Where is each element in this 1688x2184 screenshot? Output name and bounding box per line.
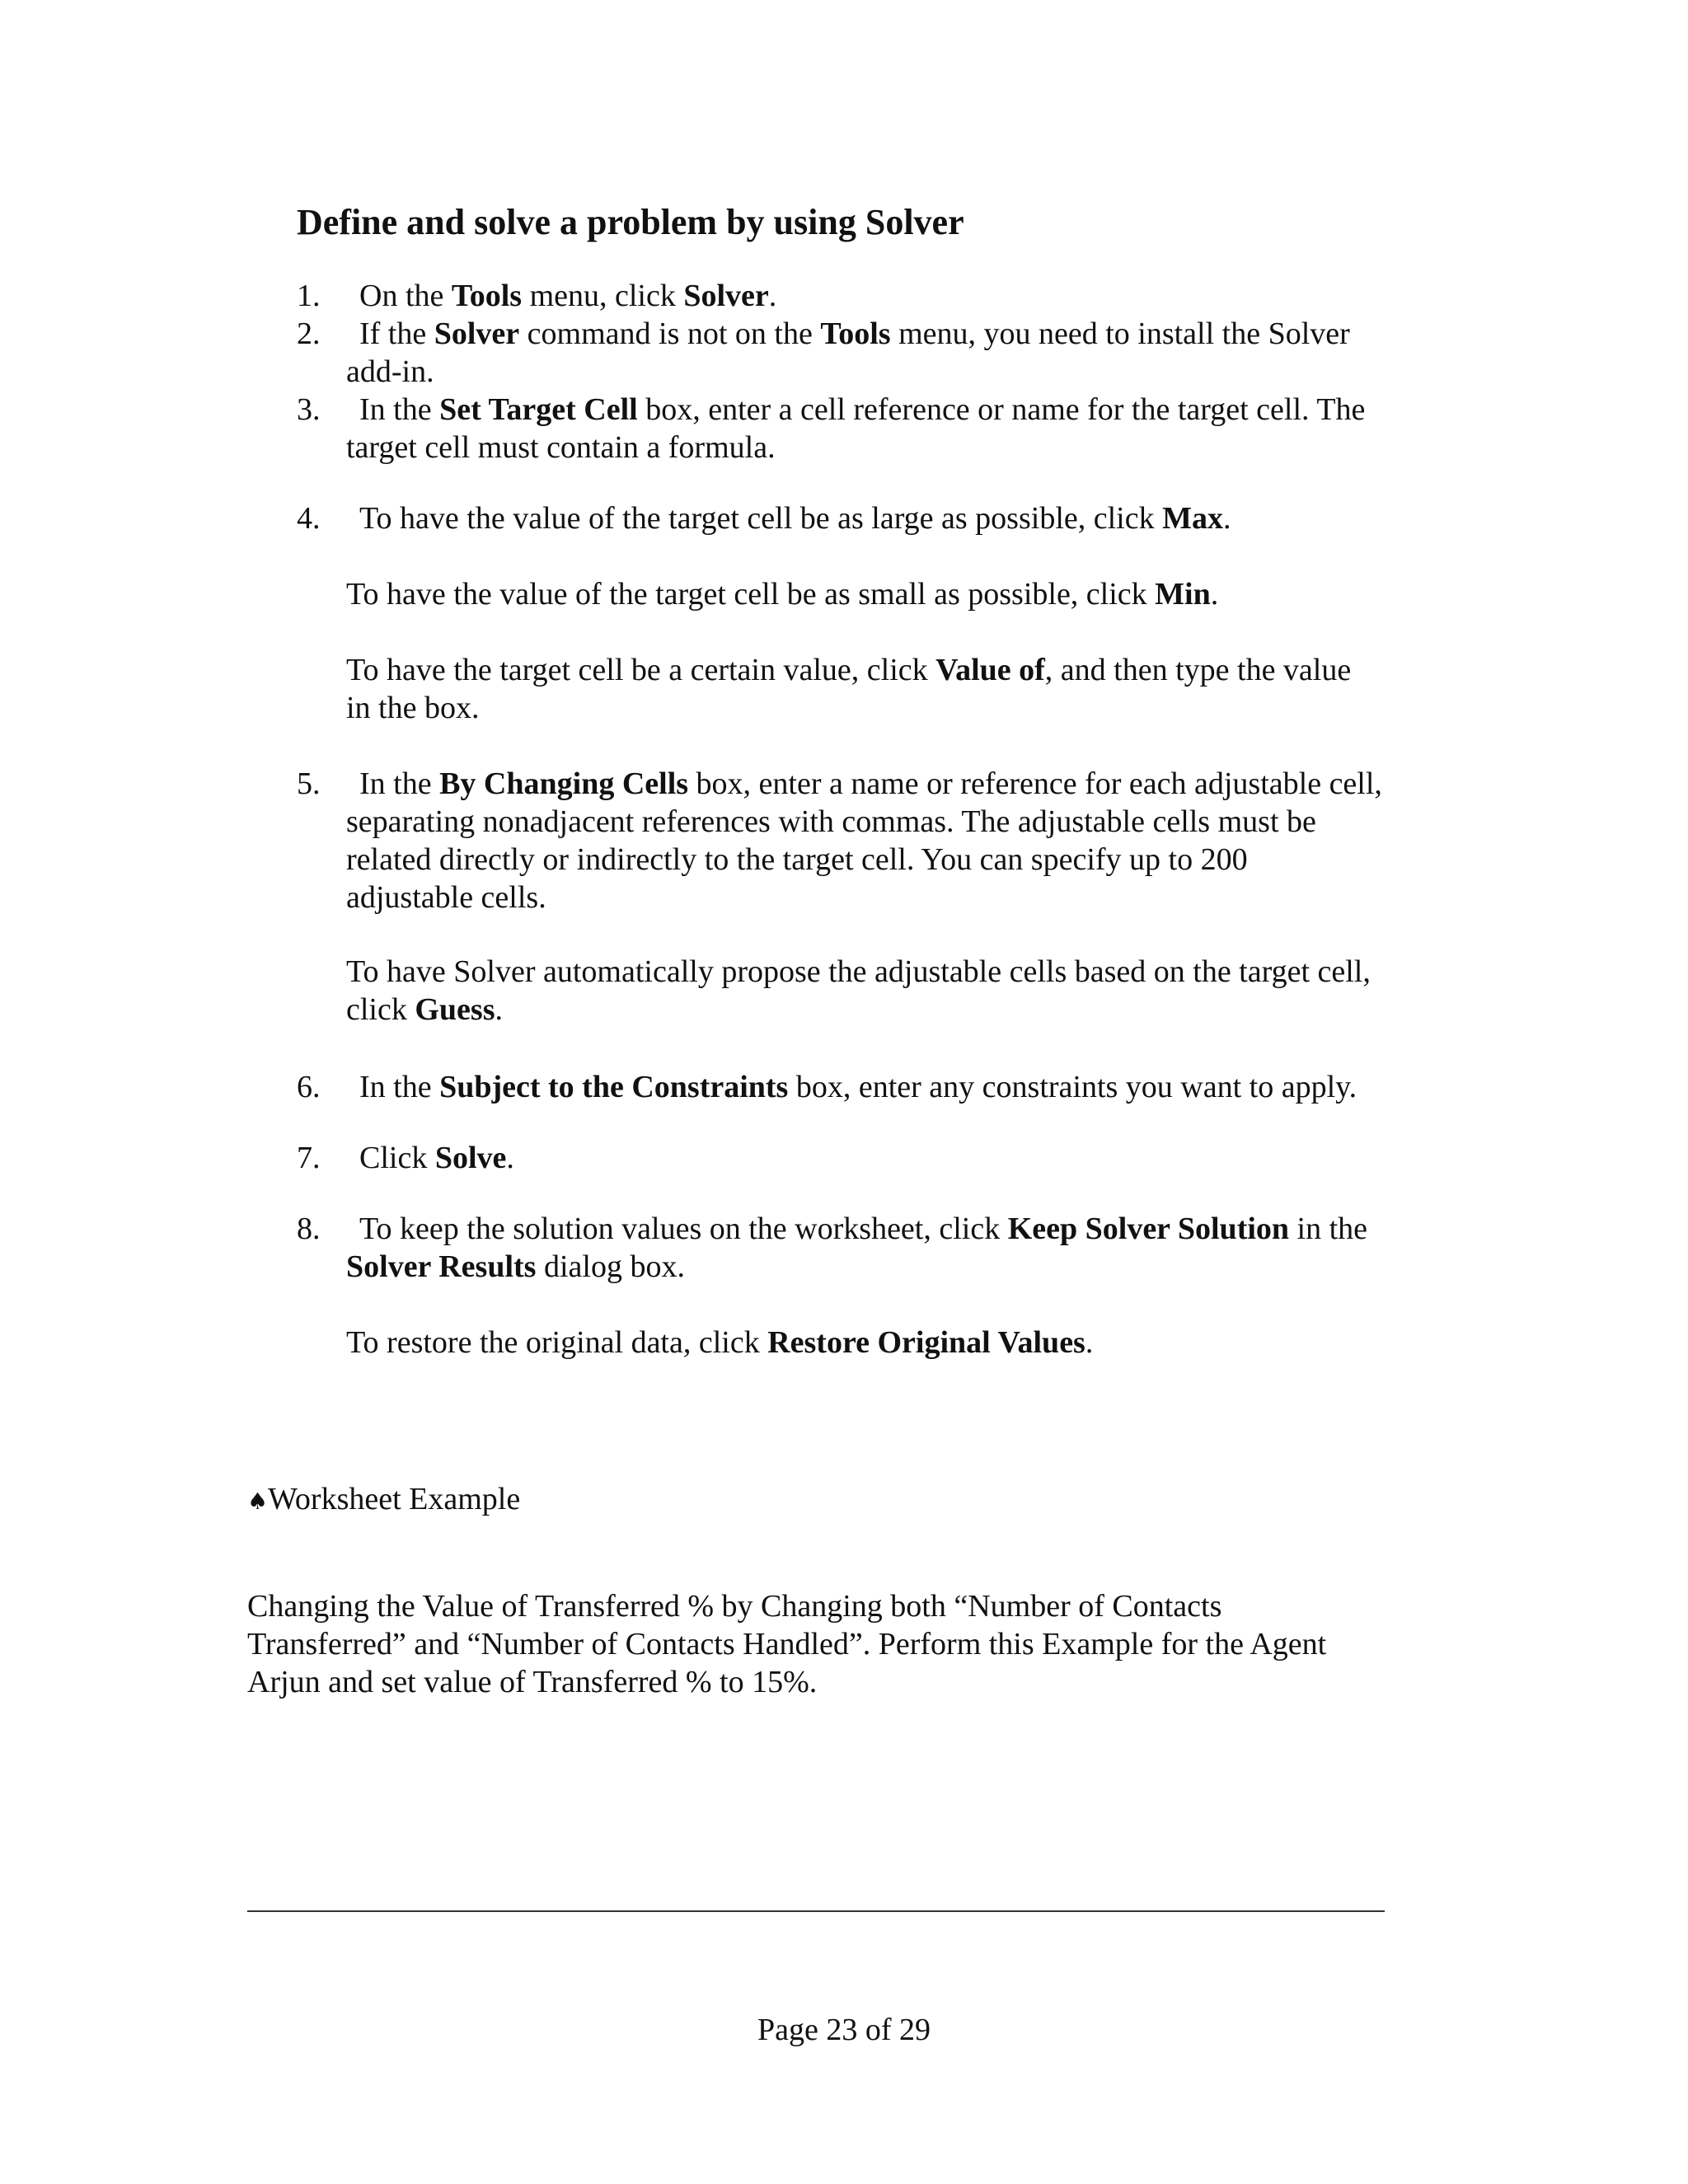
step-text: In the Set Target Cell box, enter a cell reference or name for the target cell. The: [359, 392, 1366, 427]
step-number: 1.: [297, 279, 321, 313]
step-paragraph: click Guess.: [346, 992, 503, 1027]
page-number: Page 23 of 29: [757, 2013, 931, 2047]
step-paragraph: To have Solver automatically propose the adjustable cells based on the target cell,: [346, 954, 1371, 989]
step-text-continued: separating nonadjacent references with commas. The adjustable cells must be: [346, 804, 1316, 839]
footer-divider: [247, 1910, 1385, 1912]
step-number: 7.: [297, 1141, 321, 1175]
step-number: 4.: [297, 501, 321, 536]
step-text-continued: in the box.: [346, 691, 480, 725]
step-number: 6.: [297, 1070, 321, 1104]
step-text-continued: related directly or indirectly to the target cell. You can specify up to 200: [346, 842, 1248, 877]
example-heading-text: Worksheet Example: [268, 1482, 521, 1516]
step-paragraph: To have the value of the target cell be as small as possible, click Min.: [346, 577, 1219, 612]
spade-bullet-icon: ♠: [247, 1488, 269, 1515]
example-text-line: Arjun and set value of Transferred % to 15%.: [247, 1665, 818, 1699]
step-text: If the Solver command is not on the Tools menu, you need to install the Solver: [359, 316, 1350, 351]
step-text: To have the value of the target cell be as large as possible, click Max.: [359, 501, 1231, 536]
example-text-line: Transferred” and “Number of Contacts Handled”. Perform this Example for the Agent: [247, 1627, 1327, 1661]
step-text-continued: target cell must contain a formula.: [346, 430, 776, 465]
step-text: Click Solve.: [359, 1141, 514, 1175]
step-text: In the By Changing Cells box, enter a name or reference for each adjustable cell,: [359, 766, 1382, 801]
example-text-line: Changing the Value of Transferred % by Changing both “Number of Contacts: [247, 1589, 1222, 1624]
page-title: Define and solve a problem by using Solver: [297, 202, 964, 242]
step-text-continued: adjustable cells.: [346, 880, 546, 915]
example-heading: [247, 1480, 520, 1521]
step-text-continued: Solver Results dialog box.: [346, 1249, 685, 1284]
step-text: To keep the solution values on the worksheet, click Keep Solver Solution in the: [359, 1212, 1368, 1246]
step-text: On the Tools menu, click Solver.: [359, 279, 777, 313]
step-paragraph: To restore the original data, click Restore Original Values.: [346, 1325, 1094, 1360]
step-paragraph: To have the target cell be a certain value, click Value of, and then type the value: [346, 653, 1352, 687]
step-text-continued: add-in.: [346, 354, 434, 389]
step-text: In the Subject to the Constraints box, enter any constraints you want to apply.: [359, 1070, 1357, 1104]
step-number: 5.: [297, 766, 321, 801]
step-number: 3.: [297, 392, 321, 427]
step-number: 2.: [297, 316, 321, 351]
step-number: 8.: [297, 1212, 321, 1246]
